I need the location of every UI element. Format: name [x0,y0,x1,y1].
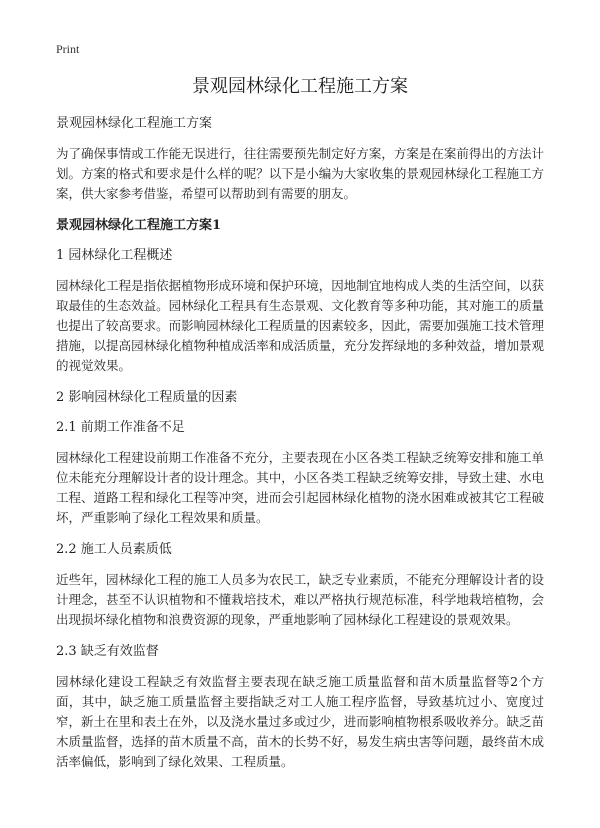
paragraph-overview: 园林绿化工程是指依据植物形成环境和保护环境，因地制宜地构成人类的生活空间，以获取最佳的生态效益。园林绿化工程具有生态景观、文化教育等多种功能，其对施工的质量也提出了较高要求。而影响园林绿化工程质量的因素较多，因此，需要加强施工技术管理措施，以提高园林绿化植物种植成活率和成活质量，充分发挥绿地的多种效益，增加景观的视觉效果。 [56,278,544,373]
heading-supervision: 2.3 缺乏有效监督 [56,644,159,659]
heading-factors: 2 影响园林绿化工程质量的因素 [56,390,238,405]
intro-paragraph: 为了确保事情或工作能无误进行，往往需要预先制定好方案，方案是在案前得出的方法计划。方案的格式和要求是什么样的呢？以下是小编为大家收集的景观园林绿化工程施工方案，供大家参考借鉴，希望可以帮助到有需要的朋友。 [56,146,544,201]
paragraph-supervision: 园林绿化建设工程缺乏有效监督主要表现在缺乏施工质量监督和苗木质量监督等2个方面，其中，缺乏施工质量监督主要指缺乏对工人施工程序监督，导致基坑过小、宽度过窄，新土在里和表土在外，以及浇水量过多或过少，进而影响植物根系吸收养分。缺乏苗木质量监督，选择的苗木质量不高，苗木的长势不好，易发生病虫害等问题，最终苗木成活率偏低，影响到了绿化效果、工程质量。 [56,674,544,769]
section-title: 景观园林绿化工程施工方案1 [56,218,222,233]
paragraph-preparation: 园林绿化工程建设前期工作准备不充分，主要表现在小区各类工程缺乏统筹安排和施工单位未能充分理解设计者的设计理念。其中，小区各类工程缺乏统筹安排，导致土建、水电工程、道路工程和绿化工程等冲突，进而会引起园林绿化植物的浇水困难或被其它工程破坏，严重影响了绿化工程效果和质量。 [56,450,544,525]
heading-preparation: 2.1 前期工作准备不足 [56,420,185,435]
heading-overview: 1 园林绿化工程概述 [56,248,173,263]
print-link[interactable]: Print [56,42,80,56]
document-title: 景观园林绿化工程施工方案 [192,76,408,97]
document-subtitle: 景观园林绿化工程施工方案 [56,116,213,131]
heading-workers: 2.2 施工人员素质低 [56,542,172,557]
paragraph-workers: 近些年，园林绿化工程的施工人员多为农民工，缺乏专业素质，不能充分理解设计者的设计理念，甚至不认识植物和不懂栽培技术，难以严格执行规范标准，科学地栽培植物，会出现损坏绿化植物和浪费资源的现象，严重地影响了园林绿化工程建设的景观效果。 [56,572,544,627]
